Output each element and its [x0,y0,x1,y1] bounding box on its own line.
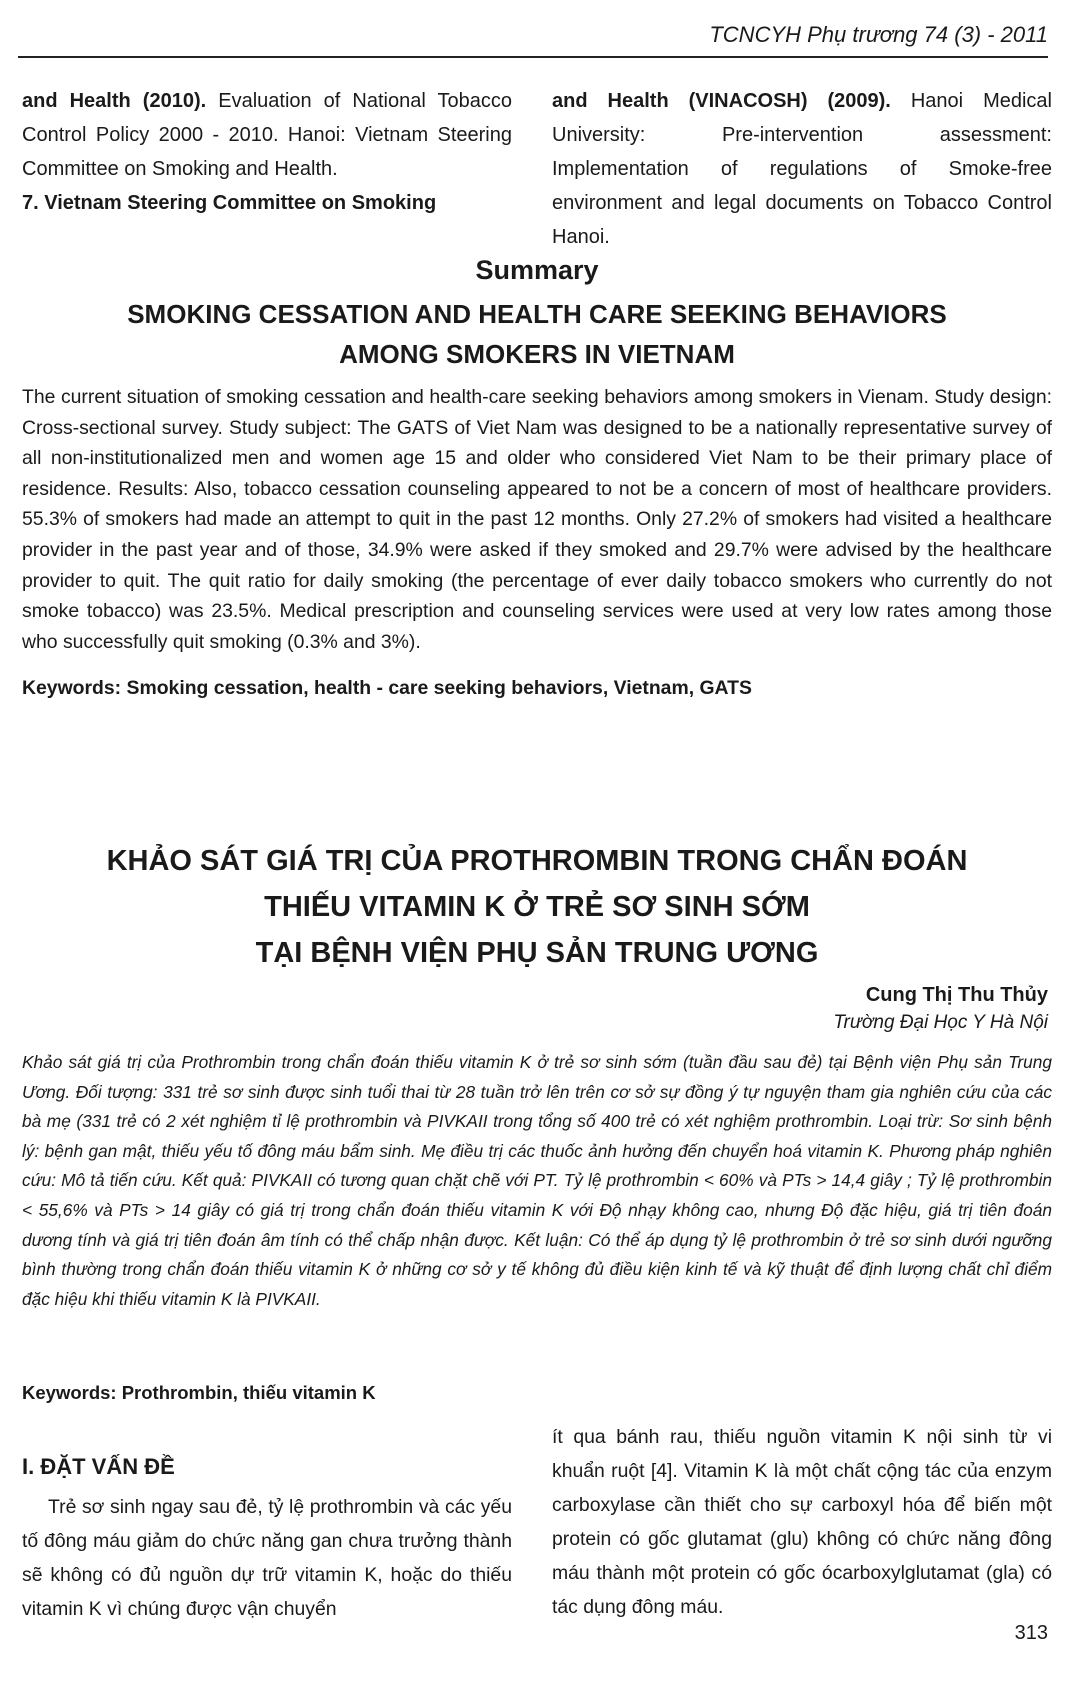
body-paragraph: ít qua bánh rau, thiếu nguồn vitamin K nội sinh từ vi khuẩn ruột [4]. Vitamin K là một chất cộng tác của enzym carboxylase cần thiết cho sự carboxyl hóa để biến một protein có gốc glutamat (glu) không có chức năng đông máu thành một protein có gốc ócarboxylglutamat (gla) có tác dụng đông máu. [552,1426,1052,1618]
english-summary [22,252,1052,700]
article-abstract: Khảo sát giá trị của Prothrombin trong chẩn đoán thiếu vitamin K ở trẻ sơ sinh sớm (tuần đầu sau đẻ) tại Bệnh viện Phụ sản Trung Ương. Đối tượng: 331 trẻ sơ sinh được sinh tuổi thai từ 28 tuần trở lên trên cơ sở sự đồng ý tự nguyện tham gia nghiên cứu của các bà mẹ (331 trẻ có 2 xét nghiệm tỉ lệ prothrombin và PIVKAII trong tổng số 400 trẻ có xét nghiệm prothrombin. Loại trừ: Sơ sinh bệnh lý: bệnh gan mật, thiếu yếu tố đông máu bẩm sinh. Mẹ điều trị các thuốc ảnh hưởng đến chuyển hoá vitamin K. Phương pháp nghiên cứu: Mô tả tiến cứu. Kết quả: PIVKAII có tương quan chặt chẽ với PT. Tỷ lệ prothrombin < 60% và PTs > 14,4 giây ; Tỷ lệ prothrombin < 55,6% và PTs > 14 giây có giá trị trong chẩn đoán thiếu vitamin K với Độ nhạy không cao, nhưng Độ đặc hiệu, giá trị tiên đoán dương tính và giá trị tiên đoán âm tính có thể chấp nhận được. Kết luận: Có thể áp dụng tỷ lệ prothrombin ở trẻ sơ sinh dưới ngưỡng bình thường trong chẩn đoán thiếu vitamin K ở những cơ sở y tế không đủ điều kiện kinh tế và kỹ thuật để định lượng chất chỉ điểm đặc hiệu khi thiếu vitamin K là PIVKAII. [22,1052,1052,1309]
summary-keywords: Keywords: Smoking cessation, health - care seeking behaviors, Vietnam, GATS [22,677,752,700]
summary-title-line: SMOKING CESSATION AND HEALTH CARE SEEKING BEHAVIORS [127,299,947,329]
reference-text: Evaluation of National Tobacco Control Policy 2000 - 2010. Hanoi: Vietnam Steering Committee on Smoking and Health. [22,90,512,180]
reference-entry [22,84,512,186]
references-left-column [22,84,512,254]
author-affiliation: Trường Đại Học Y Hà Nội [833,1012,1048,1033]
references-right-column [552,84,1052,254]
summary-text: The current situation of smoking cessation and health-care seeking behaviors among smokers in Vienam. Study design: Cross-sectional survey. Study subject: The GATS of Viet Nam was designed to be a nationally representative survey of all non-institutionalized men and women age 15 and older who considered Viet Nam to be their primary place of residence. Results: Also, tobacco cessation counseling appeared to not be a concern of most of healthcare providers. 55.3% of smokers had made an attempt to quit in the past 12 months. Only 27.2% of smokers had visited a healthcare provider in the past year and of those, 34.9% were asked if they smoked and 29.7% were advised by the healthcare provider to quit. The quit ratio for daily smoking (the percentage of ever daily tobacco smokers who currently do not smoke tobacco) was 23.5%. Medical prescription and counseling services were used at very low rates among those who successfully quit smoking (0.3% and 3%). [22,386,1052,653]
reference-text: Hanoi Medical University: Pre-intervention assessment: Implementation of regulations of Smoke-free environment and legal documents on Tobacco Control Hanoi. [552,90,1052,248]
reference-bold: and Health (2010). [22,90,207,112]
article-title-line: THIẾU VITAMIN K Ở TRẺ SƠ SINH SỚM [264,891,810,923]
summary-title-line: AMONG SMOKERS IN VIETNAM [339,339,735,369]
header-rule [18,56,1048,58]
reference-bold: 7. Vietnam Steering Committee on Smoking [22,192,437,214]
article-keywords: Keywords: Prothrombin, thiếu vitamin K [22,1382,376,1403]
reference-entry [552,84,1052,254]
reference-entry [22,186,512,220]
summary-title [22,294,1052,374]
body-left-column [22,1420,512,1626]
body-right-column [552,1420,1052,1626]
page-number: 313 [1014,1622,1048,1644]
article-title-line: KHẢO SÁT GIÁ TRỊ CỦA PROTHROMBIN TRONG CHẨN ĐOÁN [106,845,968,877]
article-title [22,838,1052,976]
summary-heading: Summary [475,255,599,285]
author-name: Cung Thị Thu Thủy [865,984,1048,1006]
author-block [833,980,1048,1036]
article-title-line: TẠI BỆNH VIỆN PHỤ SẢN TRUNG ƯƠNG [255,937,819,969]
references-section [22,84,1052,254]
body-paragraph: Trẻ sơ sinh ngay sau đẻ, tỷ lệ prothrombin và các yếu tố đông máu giảm do chức năng gan chưa trưởng thành sẽ không có đủ nguồn dự trữ vitamin K, hoặc do thiếu vitamin K vì chúng được vận chuyển [22,1496,512,1620]
running-header: TCNCYH Phụ trương 74 (3) - 2011 [709,22,1048,47]
reference-bold: and Health (VINACOSH) (2009). [552,90,891,112]
section-heading: I. ĐẶT VẤN ĐỀ [22,1454,175,1479]
article-body [22,1420,1052,1626]
